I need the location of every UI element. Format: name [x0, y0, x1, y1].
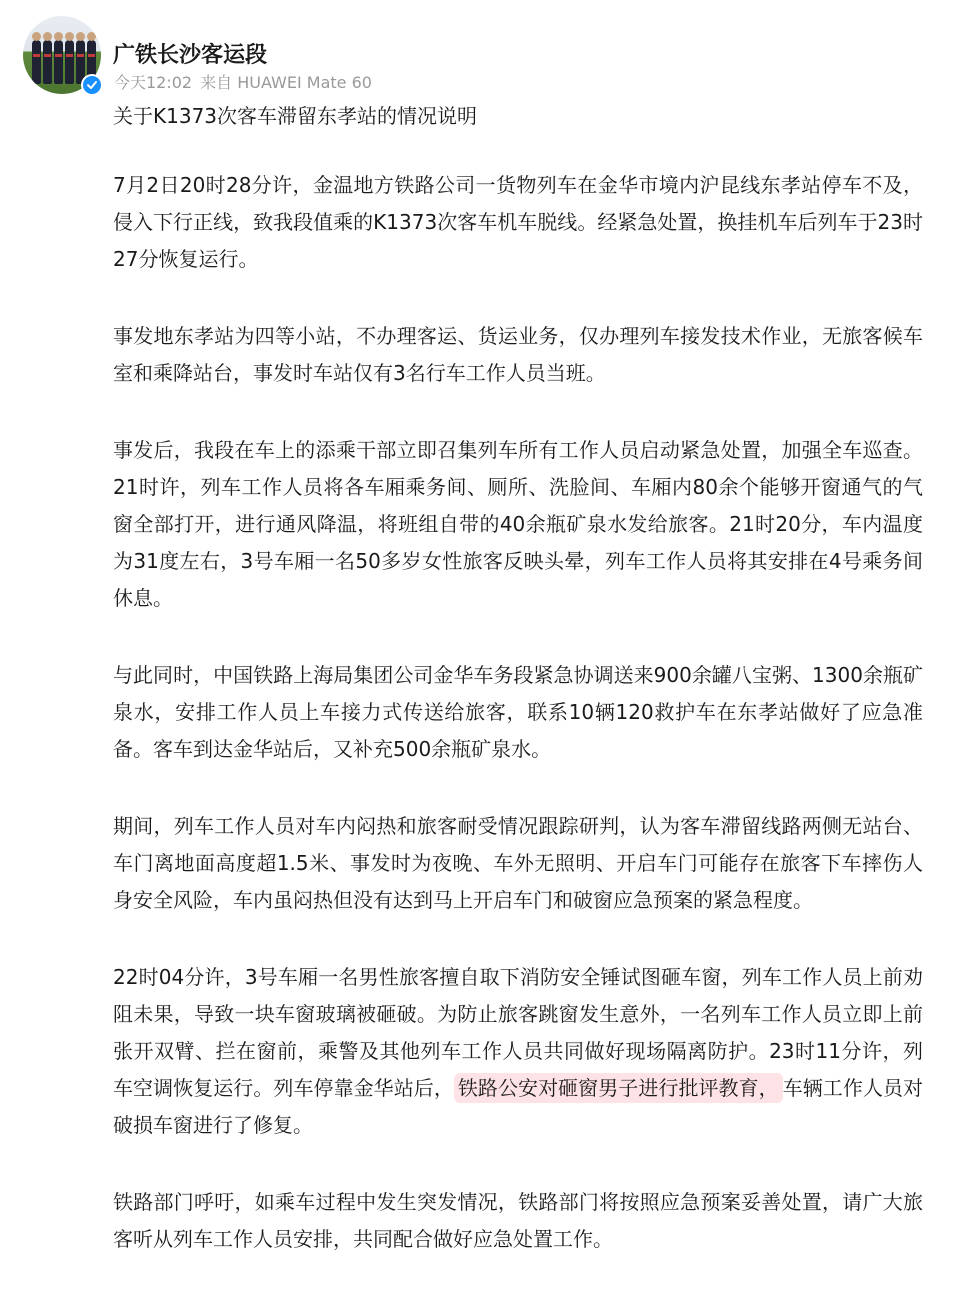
paragraph-6	[113, 959, 923, 1144]
avatar[interactable]	[23, 16, 101, 94]
paragraph-6-tail: 车辆工作人员对破损车窗进行了修复。	[113, 1076, 924, 1137]
verified-badge-icon	[81, 74, 103, 96]
post-time: 今天12:02	[114, 73, 193, 92]
paragraph-1: 7月2日20时28分许，金温地方铁路公司一货物列车在金华市境内沪昆线东孝站停车不及，侵入下行正线，致我段值乘的K1373次客车机车脱线。经紧急处置，换挂机车后列车于23时27分恢复运行。	[113, 173, 923, 271]
paragraph-2: 事发地东孝站为四等小站，不办理客运、货运业务，仅办理列车接发技术作业，无旅客候车室和乘降站台，事发时车站仅有3名行车工作人员当班。	[113, 324, 923, 385]
paragraph-6-text: 22时04分许，3号车厢一名男性旅客擅自取下消防安全锤试图砸车窗，列车工作人员上前劝阻未果，导致一块车窗玻璃被砸破。为防止旅客跳窗发生意外，一名列车工作人员立即上前张开双臂、拦在窗前，乘警及其他列车工作人员共同做好现场隔离防护。23时11分许，列车空调恢复运行。列车停靠金华站后，	[113, 965, 923, 1100]
post-title: 关于K1373次客车滞留东孝站的情况说明	[113, 104, 478, 128]
account-name[interactable]: 广铁长沙客运段	[113, 43, 268, 68]
post-source: 来自 HUAWEI Mate 60	[200, 73, 372, 92]
paragraph-3: 事发后，我段在车上的添乘干部立即召集列车所有工作人员启动紧急处置，加强全车巡查。21时许，列车工作人员将各车厢乘务间、厕所、洗脸间、车厢内80余个能够开窗通气的气窗全部打开，进行通风降温，将班组自带的40余瓶矿泉水发给旅客。21时20分，车内温度为31度左右，3号车厢一名50多岁女性旅客反映头晕，列车工作人员将其安排在4号乘务间休息。	[113, 438, 923, 610]
post-meta	[114, 70, 372, 93]
post-body	[113, 167, 923, 1298]
paragraph-7: 铁路部门呼吁，如乘车过程中发生突发情况，铁路部门将按照应急预案妥善处置，请广大旅客听从列车工作人员安排，共同配合做好应急处置工作。	[113, 1190, 923, 1251]
paragraph-4: 与此同时，中国铁路上海局集团公司金华车务段紧急协调送来900余罐八宝粥、1300余瓶矿泉水，安排工作人员上车接力式传送给旅客，联系10辆120救护车在东孝站做好了应急准备。客车到达金华站后，又补充500余瓶矿泉水。	[113, 663, 923, 761]
paragraph-5: 期间，列车工作人员对车内闷热和旅客耐受情况跟踪研判，认为客车滞留线路两侧无站台、车门离地面高度超1.5米、事发时为夜晚、车外无照明、开启车门可能存在旅客下车摔伤人身安全风险，车内虽闷热但没有达到马上开启车门和破窗应急预案的紧急程度。	[113, 814, 923, 912]
post-header	[23, 16, 923, 96]
highlighted-text: 铁路公安对砸窗男子进行批评教育，	[454, 1073, 783, 1103]
